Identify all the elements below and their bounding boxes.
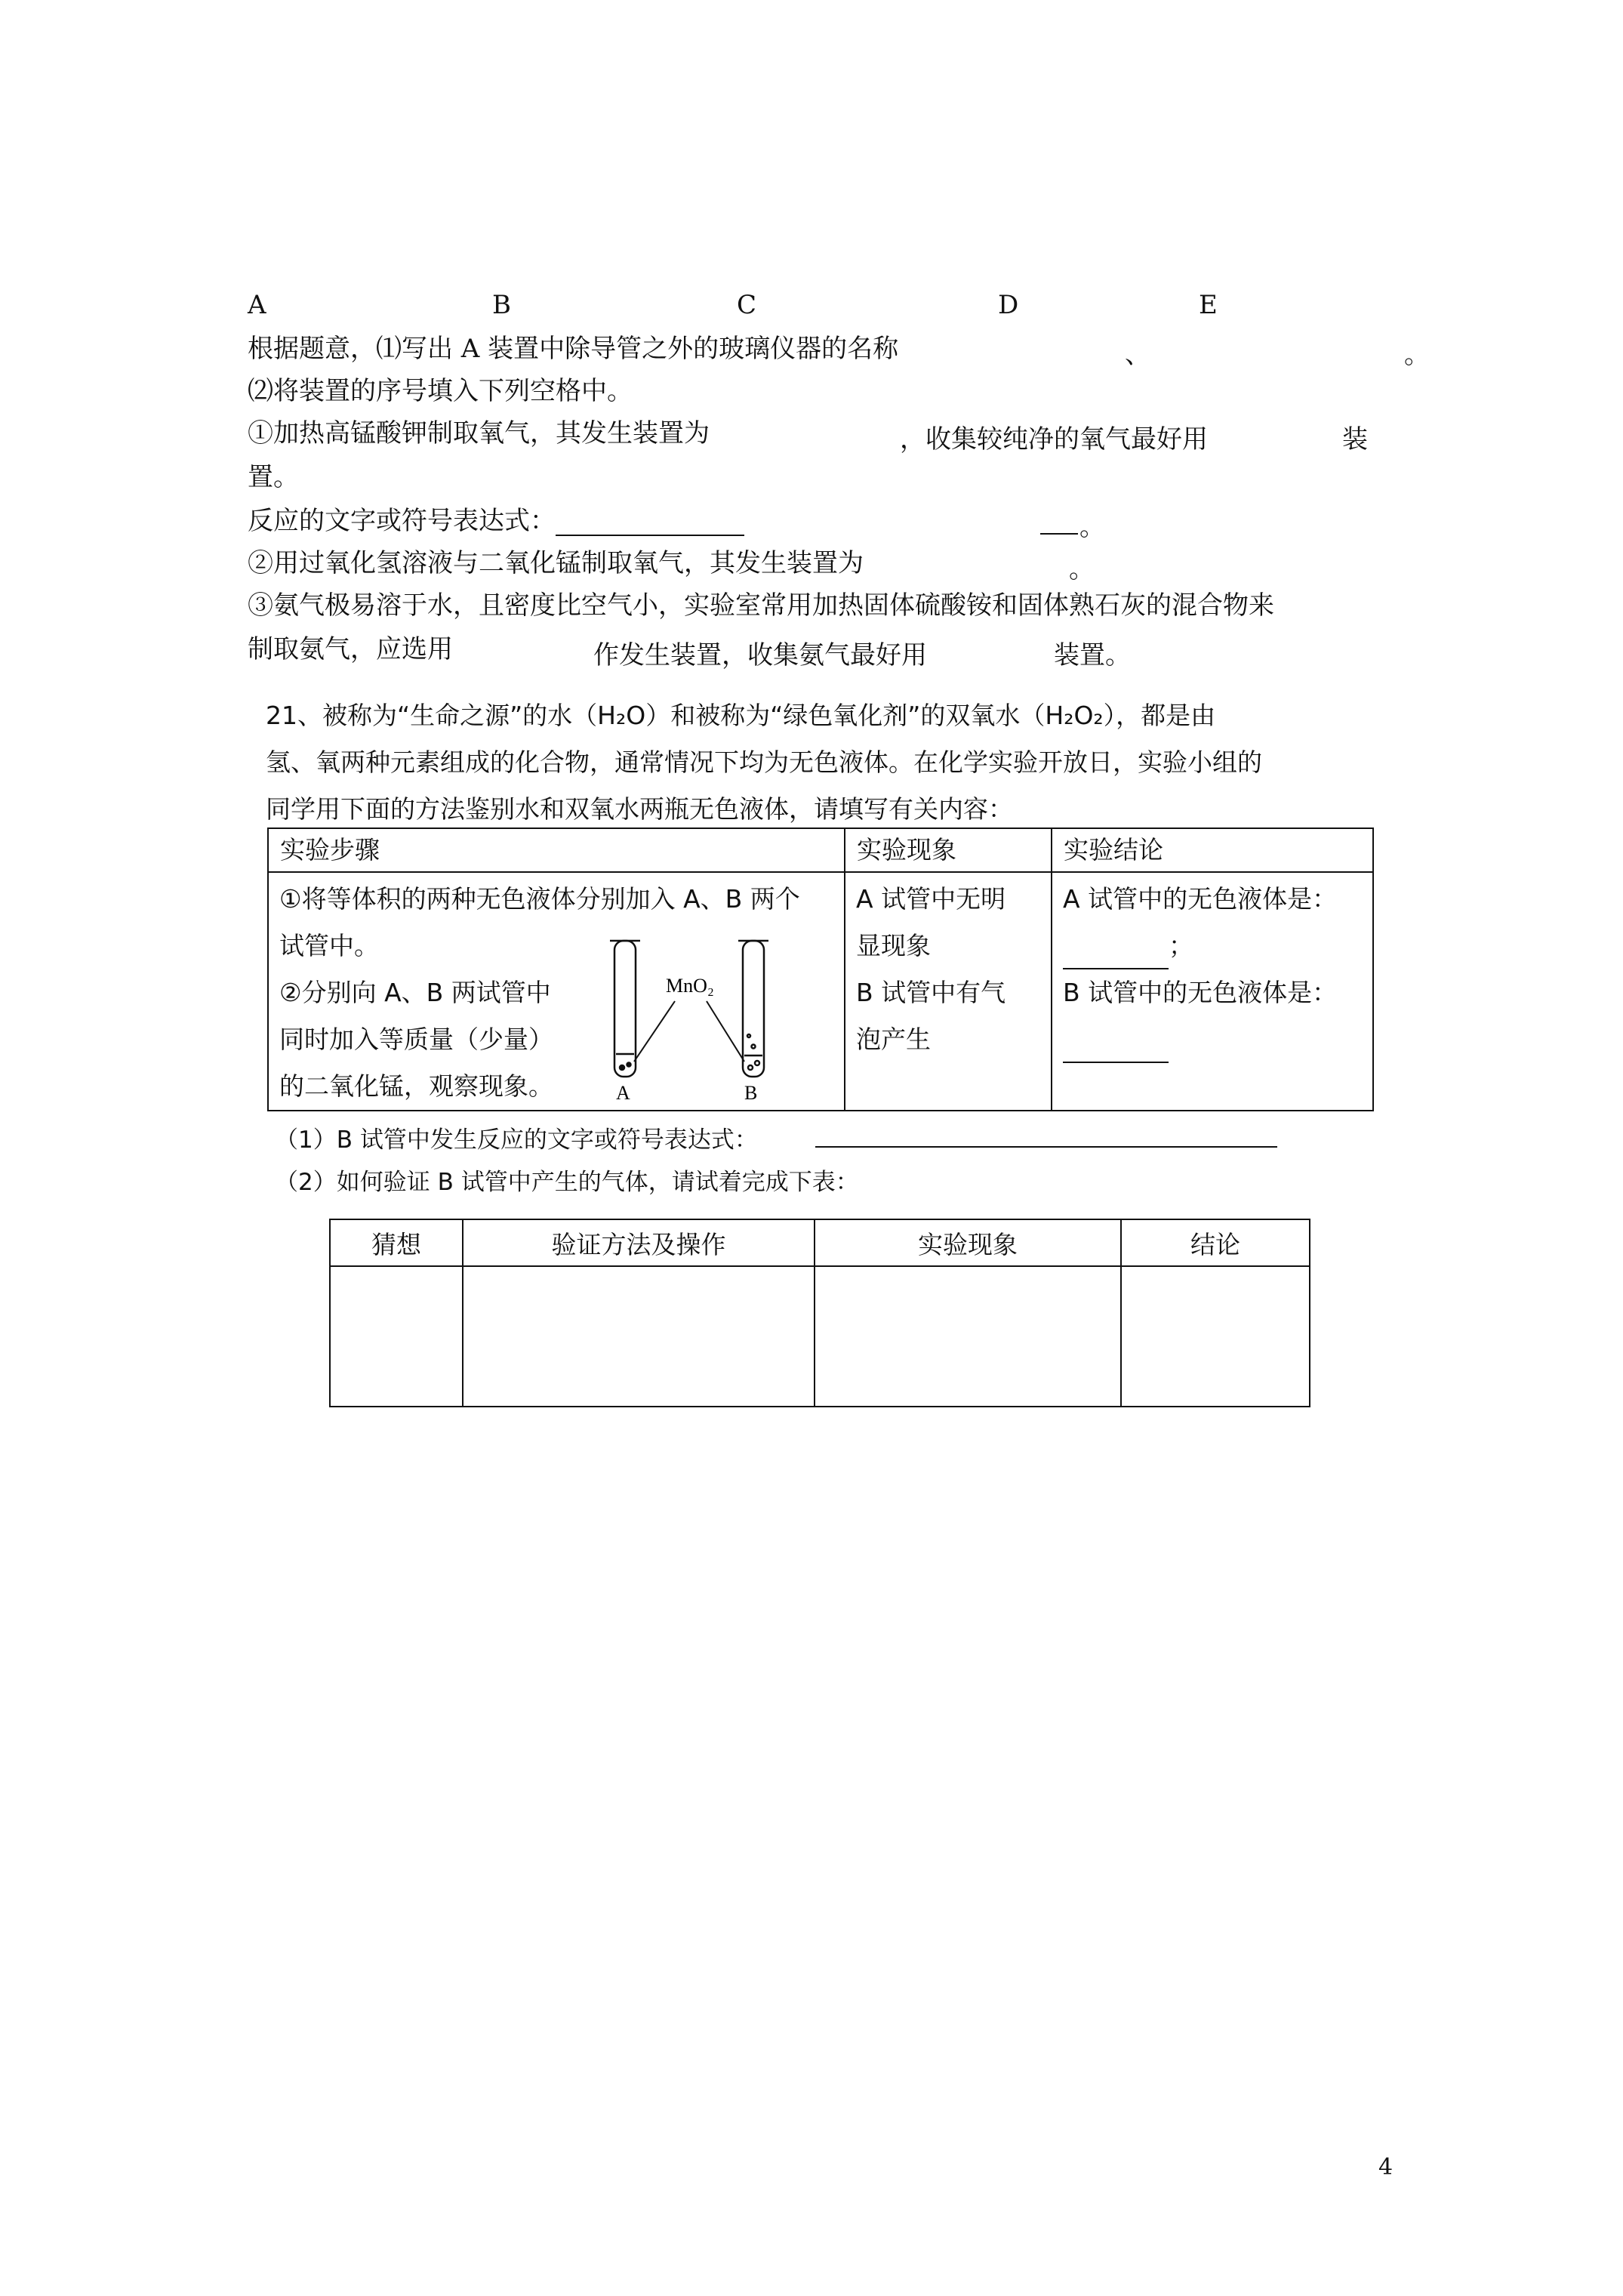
q20-line8 — [248, 634, 453, 664]
q20-line6-a: ②用过氧化氢溶液与二氧化锰制取氧气，其发生装置为 — [248, 548, 864, 578]
figure-label-a: A — [248, 290, 266, 320]
q20-line6 — [248, 548, 864, 578]
q20-line8-c: 装置。 — [1054, 640, 1131, 670]
phenomenon-line-2: 显现象 — [856, 931, 931, 960]
q20-line1-sep: 、 — [1125, 340, 1150, 370]
cell-steps — [268, 872, 845, 1111]
conclusion-a-label: A 试管中的无色液体是： — [1063, 884, 1338, 914]
step-line-1: ①将等体积的两种无色液体分别加入 A、B 两个 — [279, 884, 800, 914]
conclusion-b-blank[interactable] — [1063, 1039, 1169, 1063]
step-line-4: 同时加入等质量（少量） — [279, 1025, 553, 1054]
q21-sub1 — [275, 1120, 758, 1154]
t2-cell-method[interactable] — [463, 1266, 815, 1407]
header-conclusion: 实验结论 — [1052, 828, 1373, 872]
q20-line6-end: 。 — [1069, 554, 1095, 584]
t2-header-phenomenon: 实验现象 — [815, 1219, 1121, 1266]
q20-line5-blank1[interactable] — [556, 512, 744, 536]
q21-sub1-text: （1）B 试管中发生反应的文字或符号表达式： — [275, 1126, 758, 1154]
q21-sub2: （2）如何验证 B 试管中产生的气体，请试着完成下表： — [275, 1169, 859, 1196]
q20-line7: ③氨气极易溶于水，且密度比空气小，实验室常用加热固体硫酸铵和固体熟石灰的混合物来 — [248, 590, 1274, 621]
header-phenomena: 实验现象 — [845, 828, 1052, 872]
q20-line1 — [248, 334, 898, 364]
test-tube-a — [610, 941, 640, 1077]
q21-intro-line1: 21、被称为“生命之源”的水（H₂O）和被称为“绿色氧化剂”的双氧水（H₂O₂），都是由 — [266, 701, 1216, 730]
step-line-5: 的二氧化锰，观察现象。 — [279, 1071, 553, 1101]
q20-line3-c: 装 — [1342, 424, 1368, 455]
q21-intro-line2: 氢、氧两种元素组成的化合物，通常情况下均为无色液体。在化学实验开放日，实验小组的 — [266, 747, 1262, 777]
figure-label-c: C — [737, 290, 757, 320]
pointer-line-b — [707, 1001, 744, 1062]
conclusion-a-blank[interactable] — [1063, 945, 1169, 969]
phenomenon-line-3: B 试管中有气 — [856, 978, 1006, 1007]
header-steps: 实验步骤 — [268, 828, 845, 872]
conclusion-a-end: ； — [1169, 931, 1193, 960]
q21-sub1-blank[interactable] — [815, 1123, 1277, 1148]
t2-cell-phenomenon[interactable] — [815, 1266, 1121, 1407]
t2-cell-conclusion[interactable] — [1121, 1266, 1310, 1407]
verification-table — [329, 1219, 1310, 1407]
conclusion-b-label: B 试管中的无色液体是： — [1063, 978, 1338, 1007]
q20-line3-b: ，收集较纯净的氧气最好用 — [900, 424, 1208, 455]
figure-label-e: E — [1199, 290, 1218, 320]
q20-line5-blank2[interactable] — [1040, 510, 1078, 535]
conclusion-b-answer — [1063, 1016, 1372, 1063]
reagent-label: MnO₂ — [666, 975, 714, 997]
phenomenon-line-1: A 试管中无明 — [856, 884, 1006, 914]
test-tube-b — [738, 941, 768, 1077]
q20-line2: ⑵将装置的序号填入下列空格中。 — [248, 376, 633, 406]
q20-line3 — [248, 418, 710, 448]
t2-header-conclusion: 结论 — [1121, 1219, 1310, 1266]
t2-cell-guess[interactable] — [330, 1266, 463, 1407]
step-line-3: ②分别向 A、B 两试管中 — [279, 978, 551, 1007]
q20-line5 — [248, 506, 744, 536]
t2-header-guess: 猜想 — [330, 1219, 463, 1266]
t2-header-method: 验证方法及操作 — [463, 1219, 815, 1266]
test-tubes-diagram — [601, 926, 827, 1107]
pointer-line-a — [634, 1001, 675, 1062]
page-number: 4 — [1378, 2154, 1394, 2180]
experiment-table — [267, 827, 1374, 1111]
conclusion-a-answer — [1063, 923, 1372, 969]
q20-line4: 置。 — [248, 462, 299, 492]
cell-phenomena — [845, 872, 1052, 1111]
step-line-2: 试管中。 — [279, 931, 379, 960]
q20-line5-prefix: 反应的文字或符号表达式： — [248, 506, 556, 536]
q20-line8-b: 作发生装置，收集氨气最好用 — [593, 640, 927, 670]
q21-intro-line3: 同学用下面的方法鉴别水和双氧水两瓶无色液体，请填写有关内容： — [266, 794, 1013, 824]
tube-label-a: A — [616, 1082, 630, 1104]
cell-conclusion — [1052, 872, 1373, 1111]
q20-line5-end: 。 — [1079, 512, 1105, 542]
tube-label-b: B — [744, 1082, 758, 1104]
q20-line8-a: 制取氨气，应选用 — [248, 634, 453, 664]
figure-label-b: B — [492, 290, 511, 320]
phenomenon-line-4: 泡产生 — [856, 1025, 931, 1054]
q20-line1-prefix: 根据题意，⑴写出 A 装置中除导管之外的玻璃仪器的名称 — [248, 334, 899, 364]
figure-label-d: D — [998, 290, 1019, 320]
q20-line1-end: 。 — [1404, 340, 1430, 370]
q20-line3-a: ①加热高锰酸钾制取氧气，其发生装置为 — [248, 418, 710, 448]
